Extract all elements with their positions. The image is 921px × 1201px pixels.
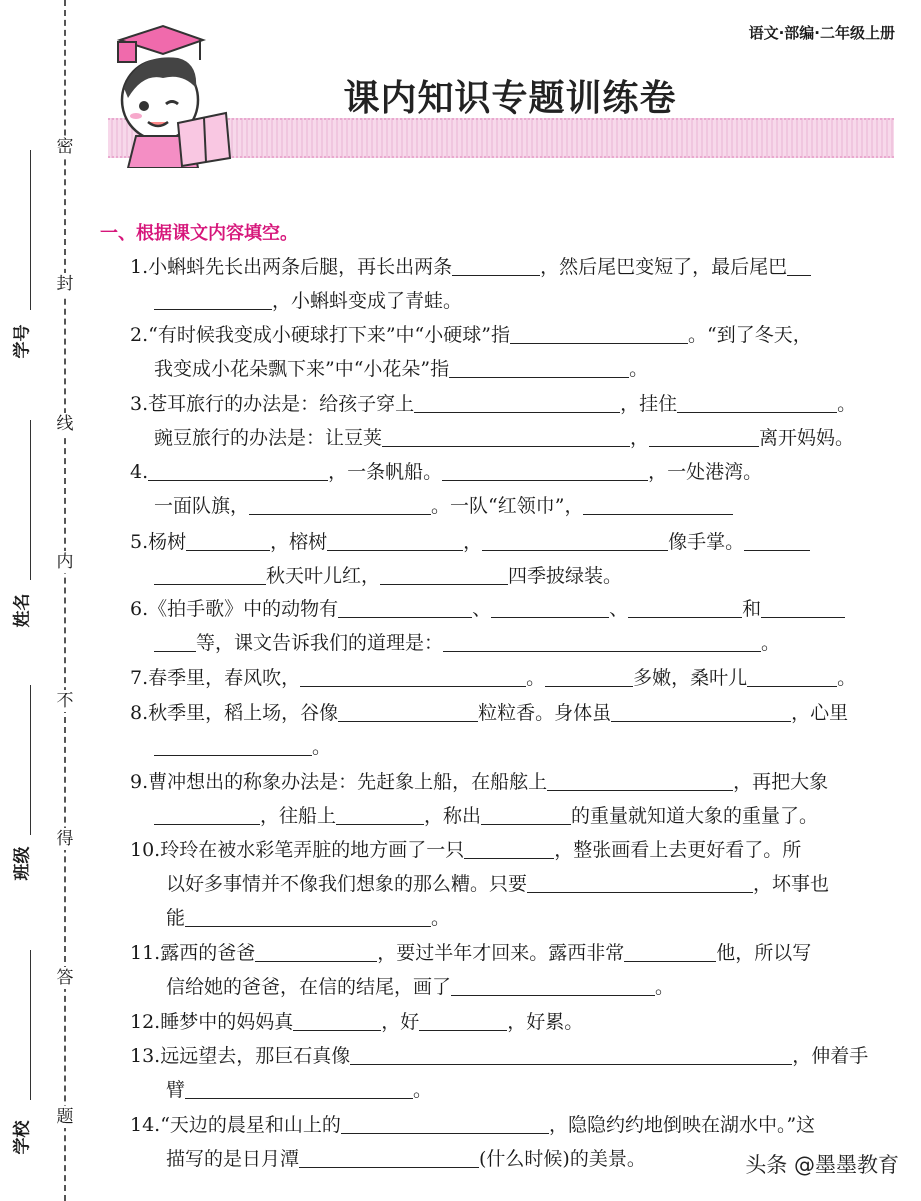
question-text: ，伸着手 xyxy=(792,1045,869,1067)
name-label: 姓名 xyxy=(12,593,33,628)
question-text: 5.杨树 xyxy=(130,531,187,553)
question-text: 。 xyxy=(431,907,451,929)
answer-blank[interactable] xyxy=(380,564,508,585)
question-text: ，榕树 xyxy=(270,531,328,553)
answer-blank[interactable] xyxy=(154,735,312,756)
question-text: 。 xyxy=(761,632,781,654)
answer-blank[interactable] xyxy=(299,1147,479,1168)
question-10-line-2 xyxy=(166,872,829,896)
question-10-line-1 xyxy=(130,838,801,862)
answer-blank[interactable] xyxy=(744,530,810,551)
question-text: 信给她的爸爸，在信的结尾，画了 xyxy=(166,976,452,998)
answer-blank[interactable] xyxy=(148,460,328,481)
question-text: 1.小蝌蚪先长出两条后腿，再长出两条 xyxy=(130,256,453,278)
question-text: 。 xyxy=(655,976,675,998)
question-text: 4. xyxy=(130,461,149,483)
question-text: 豌豆旅行的办法是：让豆荚 xyxy=(154,427,383,449)
question-4-line-1 xyxy=(130,460,762,484)
answer-blank[interactable] xyxy=(341,1113,549,1134)
question-text: 离开妈妈。 xyxy=(759,427,855,449)
question-text: 描写的是日月潭 xyxy=(166,1148,300,1170)
page-title: 课内知识专题训练卷 xyxy=(343,78,677,119)
question-text: (什么时候)的美景。 xyxy=(479,1148,646,1170)
question-14-line-2 xyxy=(166,1147,646,1171)
answer-blank[interactable] xyxy=(443,631,761,652)
seal-char: 线 xyxy=(56,414,74,434)
watermark: 头条 @墨墨教育 xyxy=(745,1153,899,1177)
answer-blank[interactable] xyxy=(185,906,431,927)
question-text: 10.玲玲在被水彩笔弄脏的地方画了一只 xyxy=(130,839,465,861)
question-text: ，往船上 xyxy=(260,805,337,827)
answer-blank[interactable] xyxy=(761,597,845,618)
section-title: 一、根据课文内容填空。 xyxy=(100,223,298,244)
question-text: ，一条帆船。 xyxy=(328,461,443,483)
question-text: 3.苍耳旅行的办法是：给孩子穿上 xyxy=(130,393,415,415)
answer-blank[interactable] xyxy=(677,392,837,413)
seal-char: 答 xyxy=(56,968,74,988)
question-text: 9.曹冲想出的称象办法是：先赶象上船，在船舷上 xyxy=(130,771,548,793)
question-text: ， xyxy=(463,531,483,553)
answer-blank[interactable] xyxy=(481,804,571,825)
question-text: 11.露西的爸爸 xyxy=(130,942,256,964)
question-10-line-3 xyxy=(166,906,450,930)
answer-blank[interactable] xyxy=(747,666,837,687)
answer-blank[interactable] xyxy=(611,701,791,722)
question-9-line-2 xyxy=(154,804,818,828)
question-text: 。 xyxy=(312,736,332,758)
question-text: 。 xyxy=(526,667,546,689)
answer-blank[interactable] xyxy=(649,426,759,447)
seal-char: 内 xyxy=(56,552,74,572)
question-text: 的重量就知道大象的重量了。 xyxy=(571,805,819,827)
answer-blank[interactable] xyxy=(255,941,377,962)
question-text: ， xyxy=(630,427,650,449)
class-label: 班级 xyxy=(12,846,33,881)
answer-blank[interactable] xyxy=(464,838,554,859)
answer-blank[interactable] xyxy=(482,530,668,551)
question-text: ，称出 xyxy=(424,805,482,827)
student-id-label: 学号 xyxy=(12,324,33,359)
question-2-line-1 xyxy=(130,323,812,347)
question-text: 四季披绿装。 xyxy=(508,565,623,587)
question-text: ，好累。 xyxy=(507,1011,584,1033)
question-text: 一面队旗， xyxy=(154,495,250,517)
answer-blank[interactable] xyxy=(338,701,478,722)
question-text: 多嫩，桑叶儿 xyxy=(633,667,748,689)
question-text: ，坏事也 xyxy=(753,873,830,895)
question-9-line-1 xyxy=(130,770,828,794)
answer-blank[interactable] xyxy=(414,392,620,413)
question-text: ，再把大象 xyxy=(733,771,829,793)
question-text: 13.远远望去，那巨石真像 xyxy=(130,1045,351,1067)
question-text: 能 xyxy=(166,907,186,929)
answer-blank[interactable] xyxy=(350,1044,792,1065)
question-2-line-2 xyxy=(154,357,648,381)
question-text: 。“到了冬天， xyxy=(687,324,812,346)
binding-margin xyxy=(0,0,100,1201)
question-1-line-2 xyxy=(154,289,462,313)
seal-char: 题 xyxy=(56,1107,74,1127)
question-11-line-2 xyxy=(166,975,674,999)
question-text: ，然后尾巴变短了，最后尾巴 xyxy=(540,256,788,278)
school-label: 学校 xyxy=(12,1120,33,1155)
answer-blank[interactable] xyxy=(249,494,431,515)
question-8-line-2 xyxy=(154,735,331,759)
answer-blank[interactable] xyxy=(787,255,811,276)
question-text: ，心里 xyxy=(791,702,849,724)
question-text: ，要过半年才回来。露西非常 xyxy=(377,942,625,964)
answer-blank[interactable] xyxy=(419,1010,507,1031)
seal-char: 封 xyxy=(56,274,74,294)
answer-blank[interactable] xyxy=(491,597,609,618)
question-8-line-1 xyxy=(130,701,848,725)
answer-blank[interactable] xyxy=(185,1078,413,1099)
answer-blank[interactable] xyxy=(154,564,266,585)
question-text: 6.《拍手歌》中的动物有 xyxy=(130,598,339,620)
question-6-line-1 xyxy=(130,597,845,621)
question-text: 12.睡梦中的妈妈真 xyxy=(130,1011,294,1033)
question-text: ，一处港湾。 xyxy=(648,461,763,483)
seal-char: 得 xyxy=(56,829,74,849)
edition-label: 语文·部编·二年级上册 xyxy=(748,24,895,42)
question-text: 和 xyxy=(742,598,762,620)
question-text: 。 xyxy=(837,667,857,689)
answer-blank[interactable] xyxy=(527,872,753,893)
question-text: ，小蝌蚪变成了青蛙。 xyxy=(272,290,463,312)
answer-blank[interactable] xyxy=(154,289,272,310)
student-mascot-icon xyxy=(108,18,238,168)
answer-blank[interactable] xyxy=(442,460,648,481)
answer-blank[interactable] xyxy=(338,597,472,618)
class-line[interactable] xyxy=(30,685,31,835)
question-text: 我变成小花朵飘下来”中“小花朵”指 xyxy=(154,358,450,380)
answer-blank[interactable] xyxy=(583,494,733,515)
question-text: 。 xyxy=(837,393,857,415)
answer-blank[interactable] xyxy=(624,941,716,962)
question-5-line-2 xyxy=(154,564,622,588)
question-13-line-2 xyxy=(166,1078,432,1102)
answer-blank[interactable] xyxy=(452,255,540,276)
question-7-line-1 xyxy=(130,666,856,690)
question-3-line-2 xyxy=(154,426,854,450)
answer-blank[interactable] xyxy=(300,666,526,687)
question-text: ，好 xyxy=(381,1011,420,1033)
question-3-line-1 xyxy=(130,392,856,416)
question-text: ，整张画看上去更好看了。所 xyxy=(554,839,802,861)
question-text: 等，课文告诉我们的道理是： xyxy=(196,632,444,654)
question-text: 。 xyxy=(413,1079,433,1101)
question-text: ，隐隐约约地倒映在湖水中。”这 xyxy=(548,1114,816,1136)
question-11-line-1 xyxy=(130,941,811,965)
name-line[interactable] xyxy=(30,420,31,580)
student-id-line[interactable] xyxy=(30,150,31,310)
question-14-line-1 xyxy=(130,1113,815,1137)
question-text: 以好多事情并不像我们想象的那么糟。只要 xyxy=(166,873,528,895)
question-text: 、 xyxy=(609,598,629,620)
question-text: 。一队“红领巾”， xyxy=(431,495,584,517)
seal-dashed-line xyxy=(64,0,66,1201)
answer-blank[interactable] xyxy=(293,1010,381,1031)
question-text: 他，所以写 xyxy=(716,942,812,964)
question-text: 像手掌。 xyxy=(668,531,745,553)
answer-blank[interactable] xyxy=(510,323,688,344)
question-text: 秋天叶儿红， xyxy=(266,565,381,587)
question-text: 。 xyxy=(629,358,649,380)
question-text: 臂 xyxy=(166,1079,186,1101)
answer-blank[interactable] xyxy=(382,426,630,447)
answer-blank[interactable] xyxy=(154,804,260,825)
question-5-line-1 xyxy=(130,530,810,554)
answer-blank[interactable] xyxy=(547,770,733,791)
school-line[interactable] xyxy=(30,950,31,1100)
seal-char: 不 xyxy=(56,691,74,711)
answer-blank[interactable] xyxy=(628,597,742,618)
question-text: 14.“天边的晨星和山上的 xyxy=(130,1114,341,1136)
question-4-line-2 xyxy=(154,494,733,518)
question-13-line-1 xyxy=(130,1044,868,1068)
question-12-line-1 xyxy=(130,1010,583,1034)
answer-blank[interactable] xyxy=(336,804,424,825)
answer-blank[interactable] xyxy=(449,357,629,378)
seal-char: 密 xyxy=(56,137,74,157)
question-text: 2.“有时候我变成小硬球打下来”中“小硬球”指 xyxy=(130,324,510,346)
question-text: ，挂住 xyxy=(620,393,678,415)
question-1-line-1 xyxy=(130,255,811,279)
answer-blank[interactable] xyxy=(327,530,463,551)
question-6-line-2 xyxy=(154,631,780,655)
answer-blank[interactable] xyxy=(451,975,655,996)
answer-blank[interactable] xyxy=(154,631,196,652)
question-text: 粒粒香。身体虽 xyxy=(478,702,612,724)
answer-blank[interactable] xyxy=(186,530,270,551)
question-text: 、 xyxy=(472,598,492,620)
question-text: 8.秋季里，稻上场，谷像 xyxy=(130,702,339,724)
question-text: 7.春季里，春风吹， xyxy=(130,667,301,689)
answer-blank[interactable] xyxy=(545,666,633,687)
